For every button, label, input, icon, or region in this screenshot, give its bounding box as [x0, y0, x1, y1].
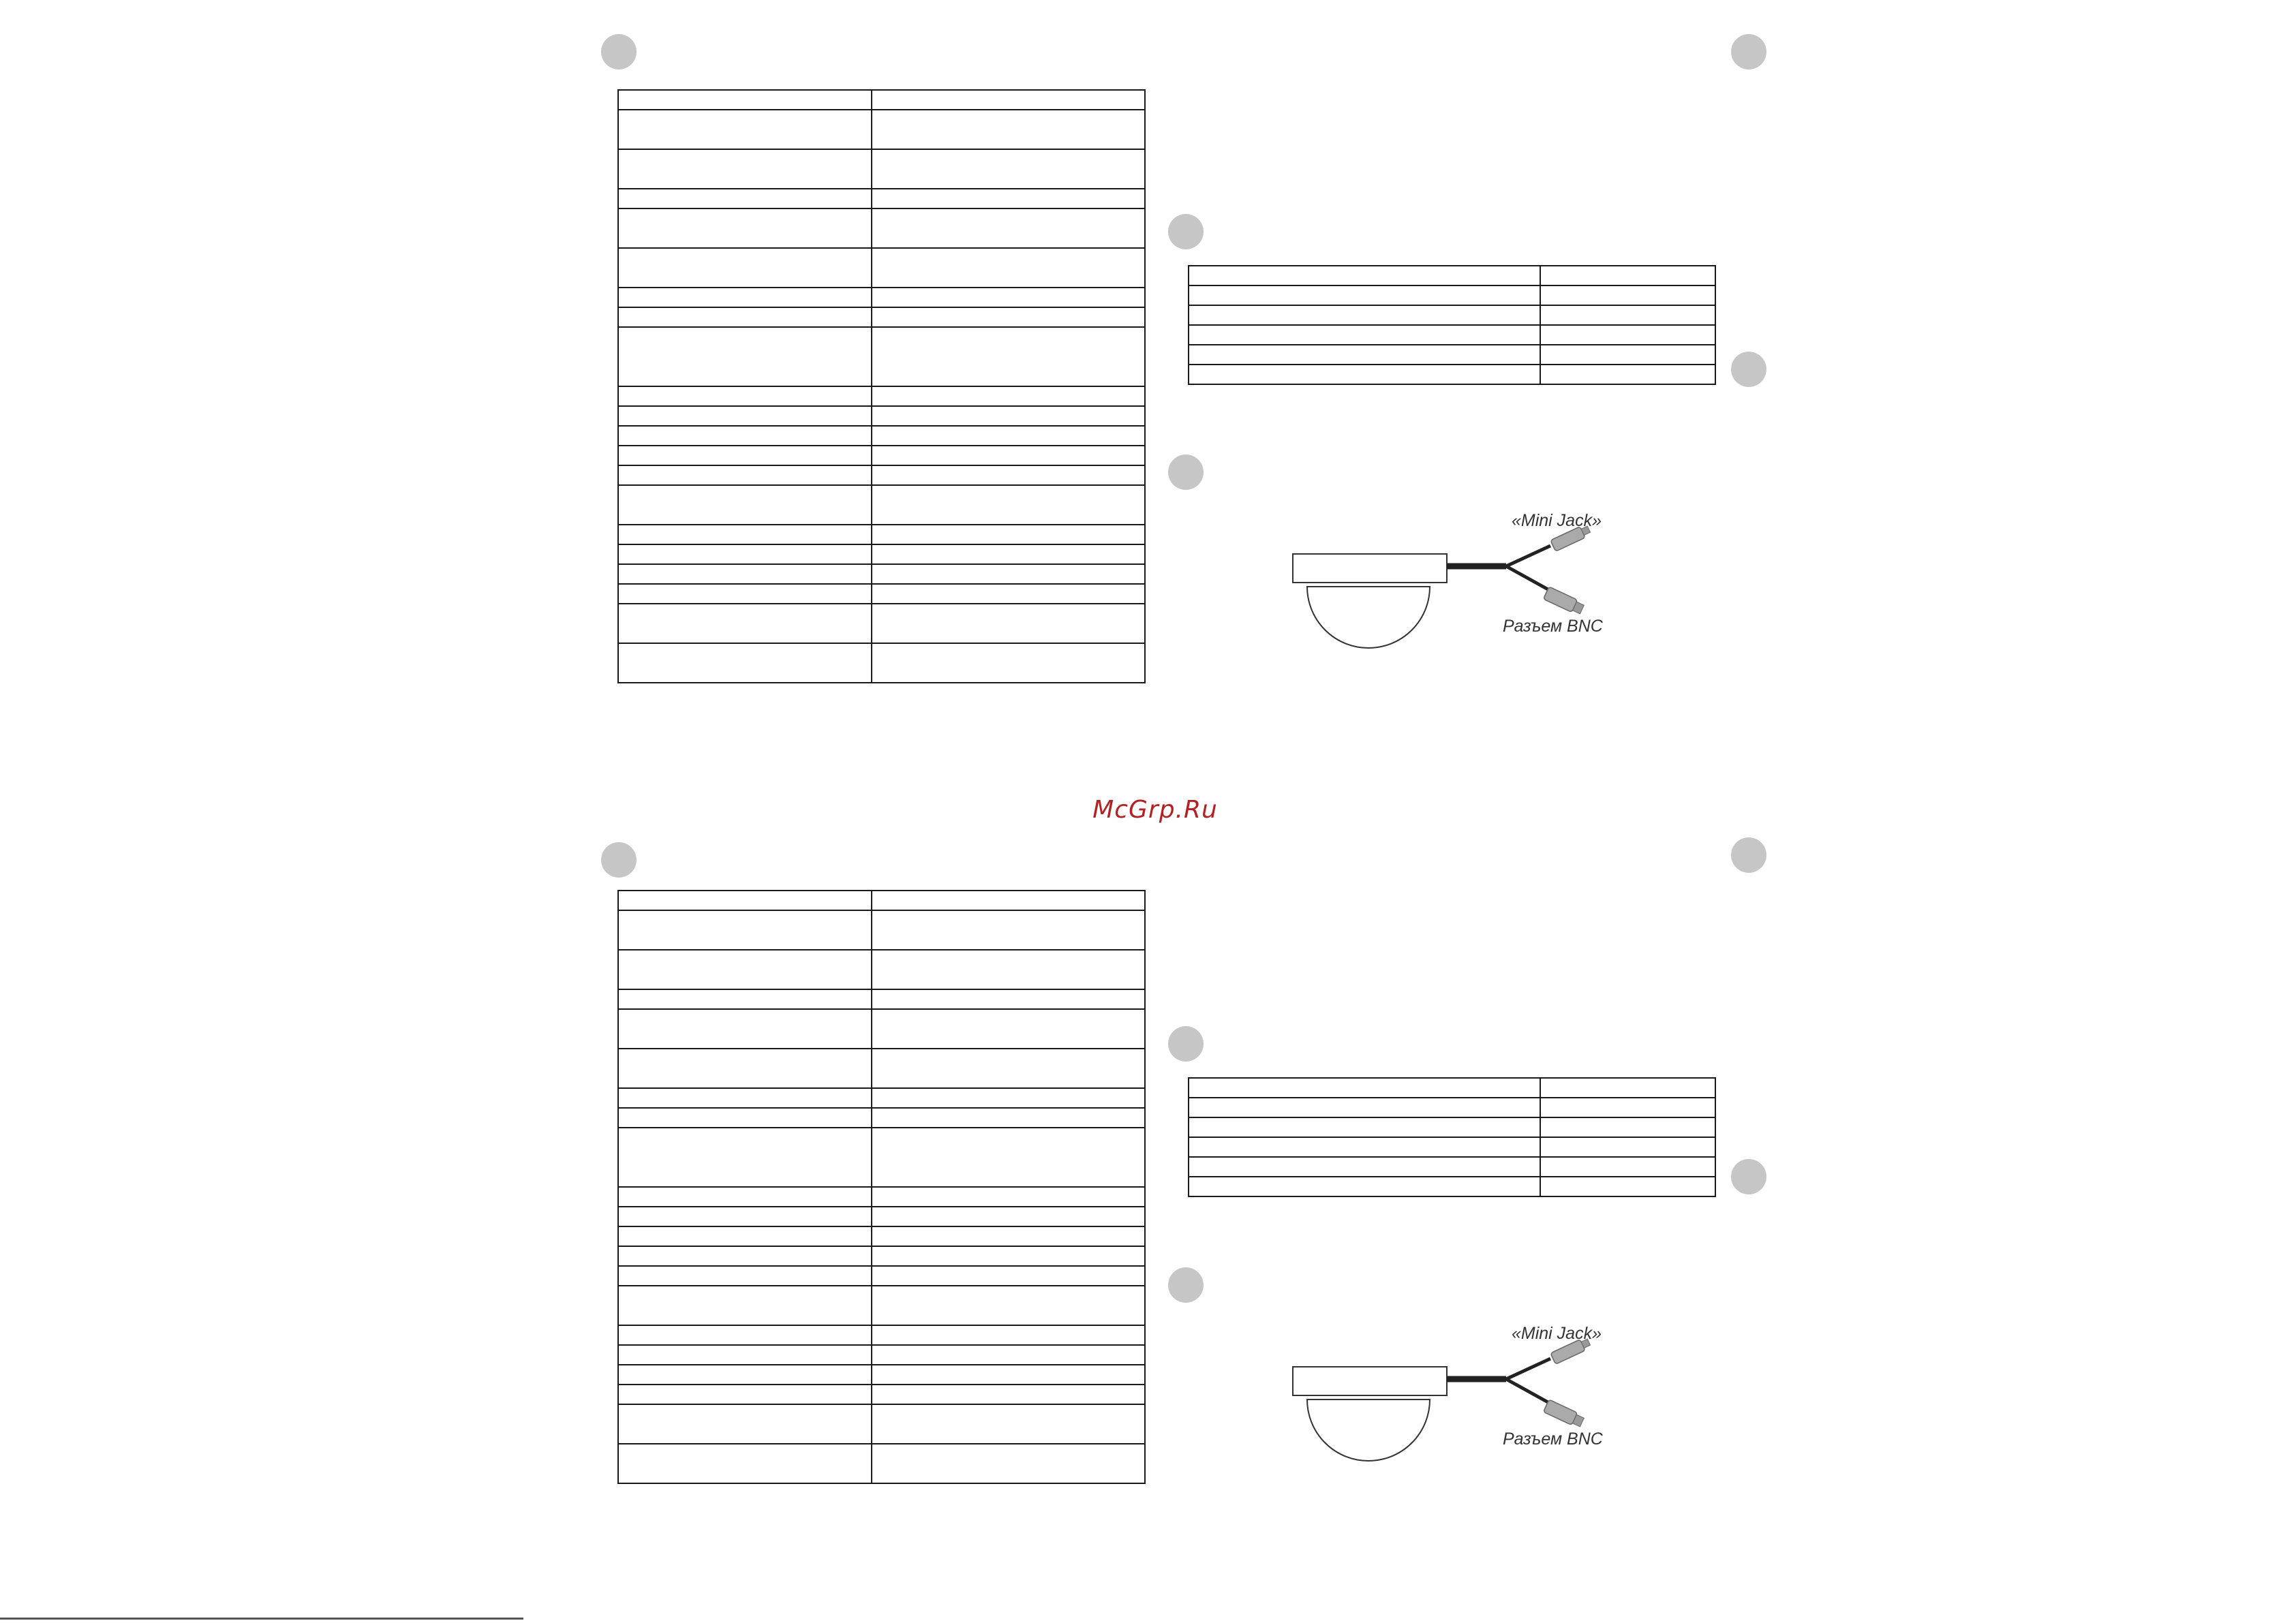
- section-marker-icon: [1168, 1267, 1204, 1303]
- table-row: [618, 1385, 1145, 1404]
- table-row: [1189, 285, 1715, 305]
- bnc-connector-icon: [1544, 1400, 1585, 1429]
- section-marker-icon: [1168, 214, 1204, 249]
- table-row: [618, 564, 1145, 584]
- dome-camera-icon: [1293, 554, 1447, 648]
- table-row: [618, 1345, 1145, 1365]
- table-row: [618, 1128, 1145, 1187]
- table-row: [618, 1266, 1145, 1286]
- table-row: [618, 465, 1145, 485]
- table-row: [618, 1226, 1145, 1246]
- section-marker-icon: [1731, 837, 1766, 873]
- table-row: [618, 208, 1145, 248]
- table-row: [618, 446, 1145, 465]
- table-row: [618, 1246, 1145, 1266]
- table-row: [1189, 1157, 1715, 1177]
- table-row: [618, 307, 1145, 327]
- table-row: [618, 288, 1145, 307]
- table-row: [1189, 1117, 1715, 1137]
- table-row: [618, 643, 1145, 683]
- table-row: [618, 1444, 1145, 1483]
- table-row: [618, 1404, 1145, 1444]
- watermark: McGrp.Ru: [1092, 796, 1218, 824]
- table-row: [618, 149, 1145, 189]
- section-marker-icon: [1731, 352, 1766, 387]
- table-row: [618, 110, 1145, 149]
- table-row: [618, 1325, 1145, 1345]
- table-row: [618, 910, 1145, 950]
- table-row: [1189, 1177, 1715, 1196]
- table-row: [618, 1365, 1145, 1385]
- dome-camera-icon: [1293, 1367, 1447, 1461]
- table-row: [1189, 1078, 1715, 1098]
- small-table: [1188, 265, 1716, 385]
- table-row: [618, 604, 1145, 643]
- bnc-connector-icon: [1544, 587, 1585, 616]
- section-marker-icon: [1731, 34, 1766, 69]
- mini-jack-label: «Mini Jack»: [1512, 1324, 1602, 1343]
- table-row: [1189, 1098, 1715, 1117]
- table-row: [618, 327, 1145, 386]
- section-marker-icon: [1168, 1026, 1204, 1062]
- table-row: [618, 386, 1145, 406]
- table-row: [1189, 1137, 1715, 1157]
- table-row: [618, 406, 1145, 426]
- table-row: [618, 1049, 1145, 1088]
- section-marker-icon: [1731, 1159, 1766, 1194]
- table-row: [618, 950, 1145, 989]
- table-row: [618, 1009, 1145, 1049]
- table-row: [1189, 305, 1715, 325]
- table-row: [618, 1108, 1145, 1128]
- table-row: [618, 1286, 1145, 1325]
- table-row: [618, 584, 1145, 604]
- table-row: [618, 1187, 1145, 1207]
- section-marker-icon: [601, 842, 637, 878]
- table-row: [1189, 325, 1715, 345]
- table-row: [618, 485, 1145, 525]
- table-row: [618, 544, 1145, 564]
- mini-jack-label: «Mini Jack»: [1512, 511, 1602, 530]
- table-row: [618, 525, 1145, 544]
- table-row: [618, 989, 1145, 1009]
- spec-table: [617, 89, 1146, 683]
- bnc-label: Разъем BNC: [1503, 1429, 1603, 1449]
- table-row: [1189, 266, 1715, 285]
- bnc-label: Разъем BNC: [1503, 617, 1603, 636]
- section-marker-icon: [601, 34, 637, 69]
- table-row: [618, 1207, 1145, 1226]
- table-row: [618, 90, 1145, 110]
- table-row: [618, 1088, 1145, 1108]
- table-row: [618, 426, 1145, 446]
- spec-table: [617, 890, 1146, 1484]
- table-row: [1189, 345, 1715, 365]
- section-marker-icon: [1168, 454, 1204, 490]
- small-table: [1188, 1077, 1716, 1197]
- table-row: [618, 891, 1145, 910]
- footer-rule: [0, 1618, 523, 1620]
- table-row: [618, 189, 1145, 208]
- table-row: [618, 248, 1145, 288]
- table-row: [1189, 365, 1715, 384]
